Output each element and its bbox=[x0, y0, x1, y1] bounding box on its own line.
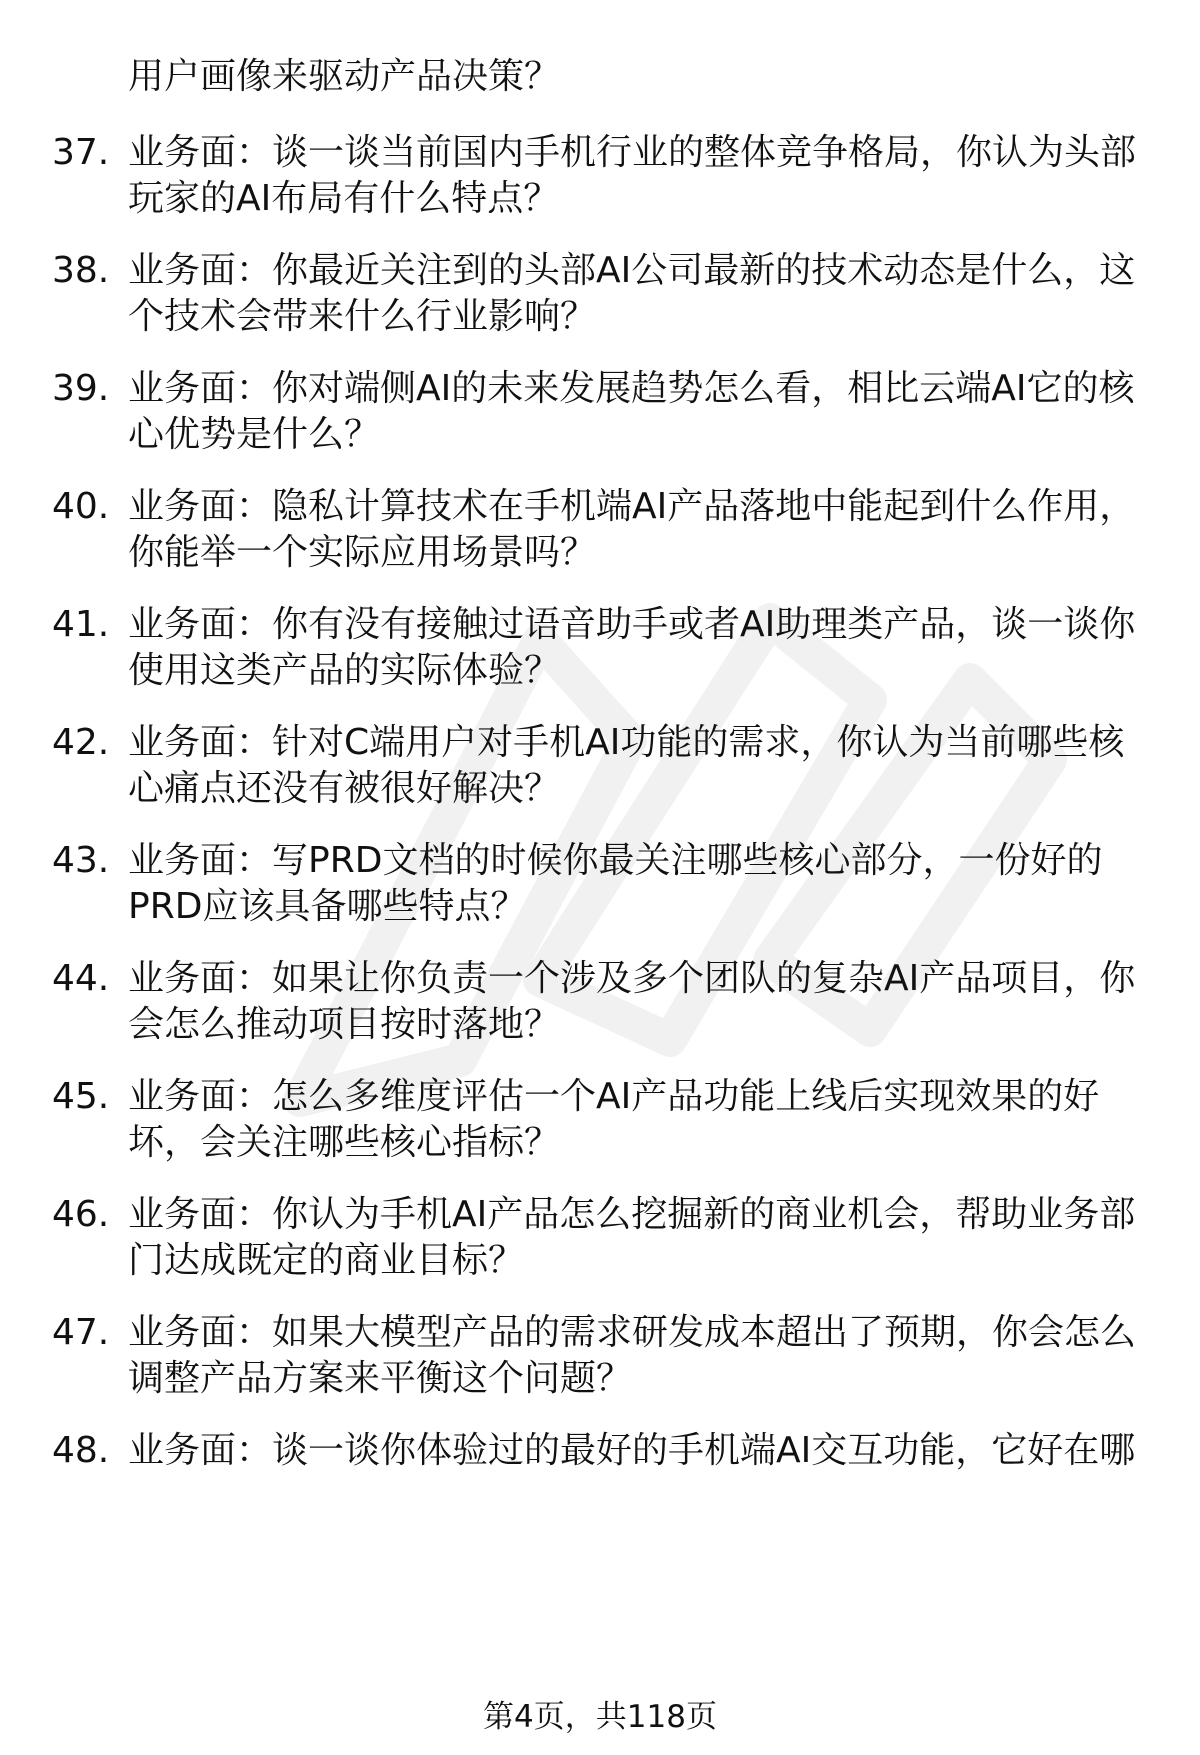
item-text-line-2: 玩家的AI布局有什么特点？ bbox=[128, 178, 560, 219]
item-text-line-1: 业务面：写PRD文档的时候你最关注哪些核心部分，一份好的 bbox=[128, 840, 1103, 881]
item-text-line-1: 业务面：如果大模型产品的需求研发成本超出了预期，你会怎么 bbox=[128, 1312, 1137, 1353]
item-number: 47. bbox=[52, 1312, 110, 1353]
item-number: 44. bbox=[52, 958, 110, 999]
item-text-line-2: PRD应该具备哪些特点？ bbox=[128, 886, 527, 927]
item-text-line-1: 业务面：隐私计算技术在手机端AI产品落地中能起到什么作用， bbox=[128, 486, 1136, 527]
item-text-line-1: 用户画像来驱动产品决策？ bbox=[128, 56, 561, 97]
item-text-line-1: 业务面：谈一谈当前国内手机行业的整体竞争格局，你认为头部 bbox=[128, 132, 1137, 173]
item-number: 39. bbox=[52, 368, 110, 409]
item-text-line-2: 坏，会关注哪些核心指标？ bbox=[128, 1122, 561, 1163]
item-text-line-2: 你能举一个实际应用场景吗？ bbox=[128, 532, 597, 573]
item-number: 45. bbox=[52, 1076, 110, 1117]
item-text-line-2: 会怎么推动项目按时落地？ bbox=[128, 1004, 561, 1045]
item-number: 43. bbox=[52, 840, 110, 881]
item-text-line-1: 业务面：你最近关注到的头部AI公司最新的技术动态是什么，这 bbox=[128, 250, 1136, 291]
page-number-footer: 第4页，共118页 bbox=[483, 1699, 717, 1735]
item-text-line-1: 业务面：你认为手机AI产品怎么挖掘新的商业机会，帮助业务部 bbox=[128, 1194, 1136, 1235]
item-text-line-2: 门达成既定的商业目标？ bbox=[128, 1240, 525, 1281]
item-text-line-2: 心痛点还没有被很好解决？ bbox=[128, 768, 561, 809]
item-number: 48. bbox=[52, 1430, 110, 1471]
item-text-line-1: 业务面：你对端侧AI的未来发展趋势怎么看，相比云端AI它的核 bbox=[128, 368, 1135, 409]
item-text-line-1: 业务面：针对C端用户对手机AI功能的需求，你认为当前哪些核 bbox=[128, 722, 1125, 763]
item-text-line-2: 心优势是什么？ bbox=[128, 414, 381, 455]
item-text-line-2: 个技术会带来什么行业影响？ bbox=[128, 296, 597, 337]
item-text-line-1: 业务面：谈一谈你体验过的最好的手机端AI交互功能，它好在哪 bbox=[128, 1430, 1136, 1471]
item-text-line-1: 业务面：怎么多维度评估一个AI产品功能上线后实现效果的好 bbox=[128, 1076, 1100, 1117]
item-number: 42. bbox=[52, 722, 110, 763]
item-number: 37. bbox=[52, 132, 110, 173]
item-text-line-1: 业务面：你有没有接触过语音助手或者AI助理类产品，谈一谈你 bbox=[128, 604, 1136, 645]
item-text-line-1: 业务面：如果让你负责一个涉及多个团队的复杂AI产品项目，你 bbox=[128, 958, 1136, 999]
item-text-line-2: 使用这类产品的实际体验？ bbox=[128, 650, 561, 691]
item-number: 38. bbox=[52, 250, 110, 291]
item-number: 46. bbox=[52, 1194, 110, 1235]
item-text-line-2: 调整产品方案来平衡这个问题？ bbox=[128, 1358, 633, 1399]
item-number: 40. bbox=[52, 486, 110, 527]
item-number: 41. bbox=[52, 604, 110, 645]
